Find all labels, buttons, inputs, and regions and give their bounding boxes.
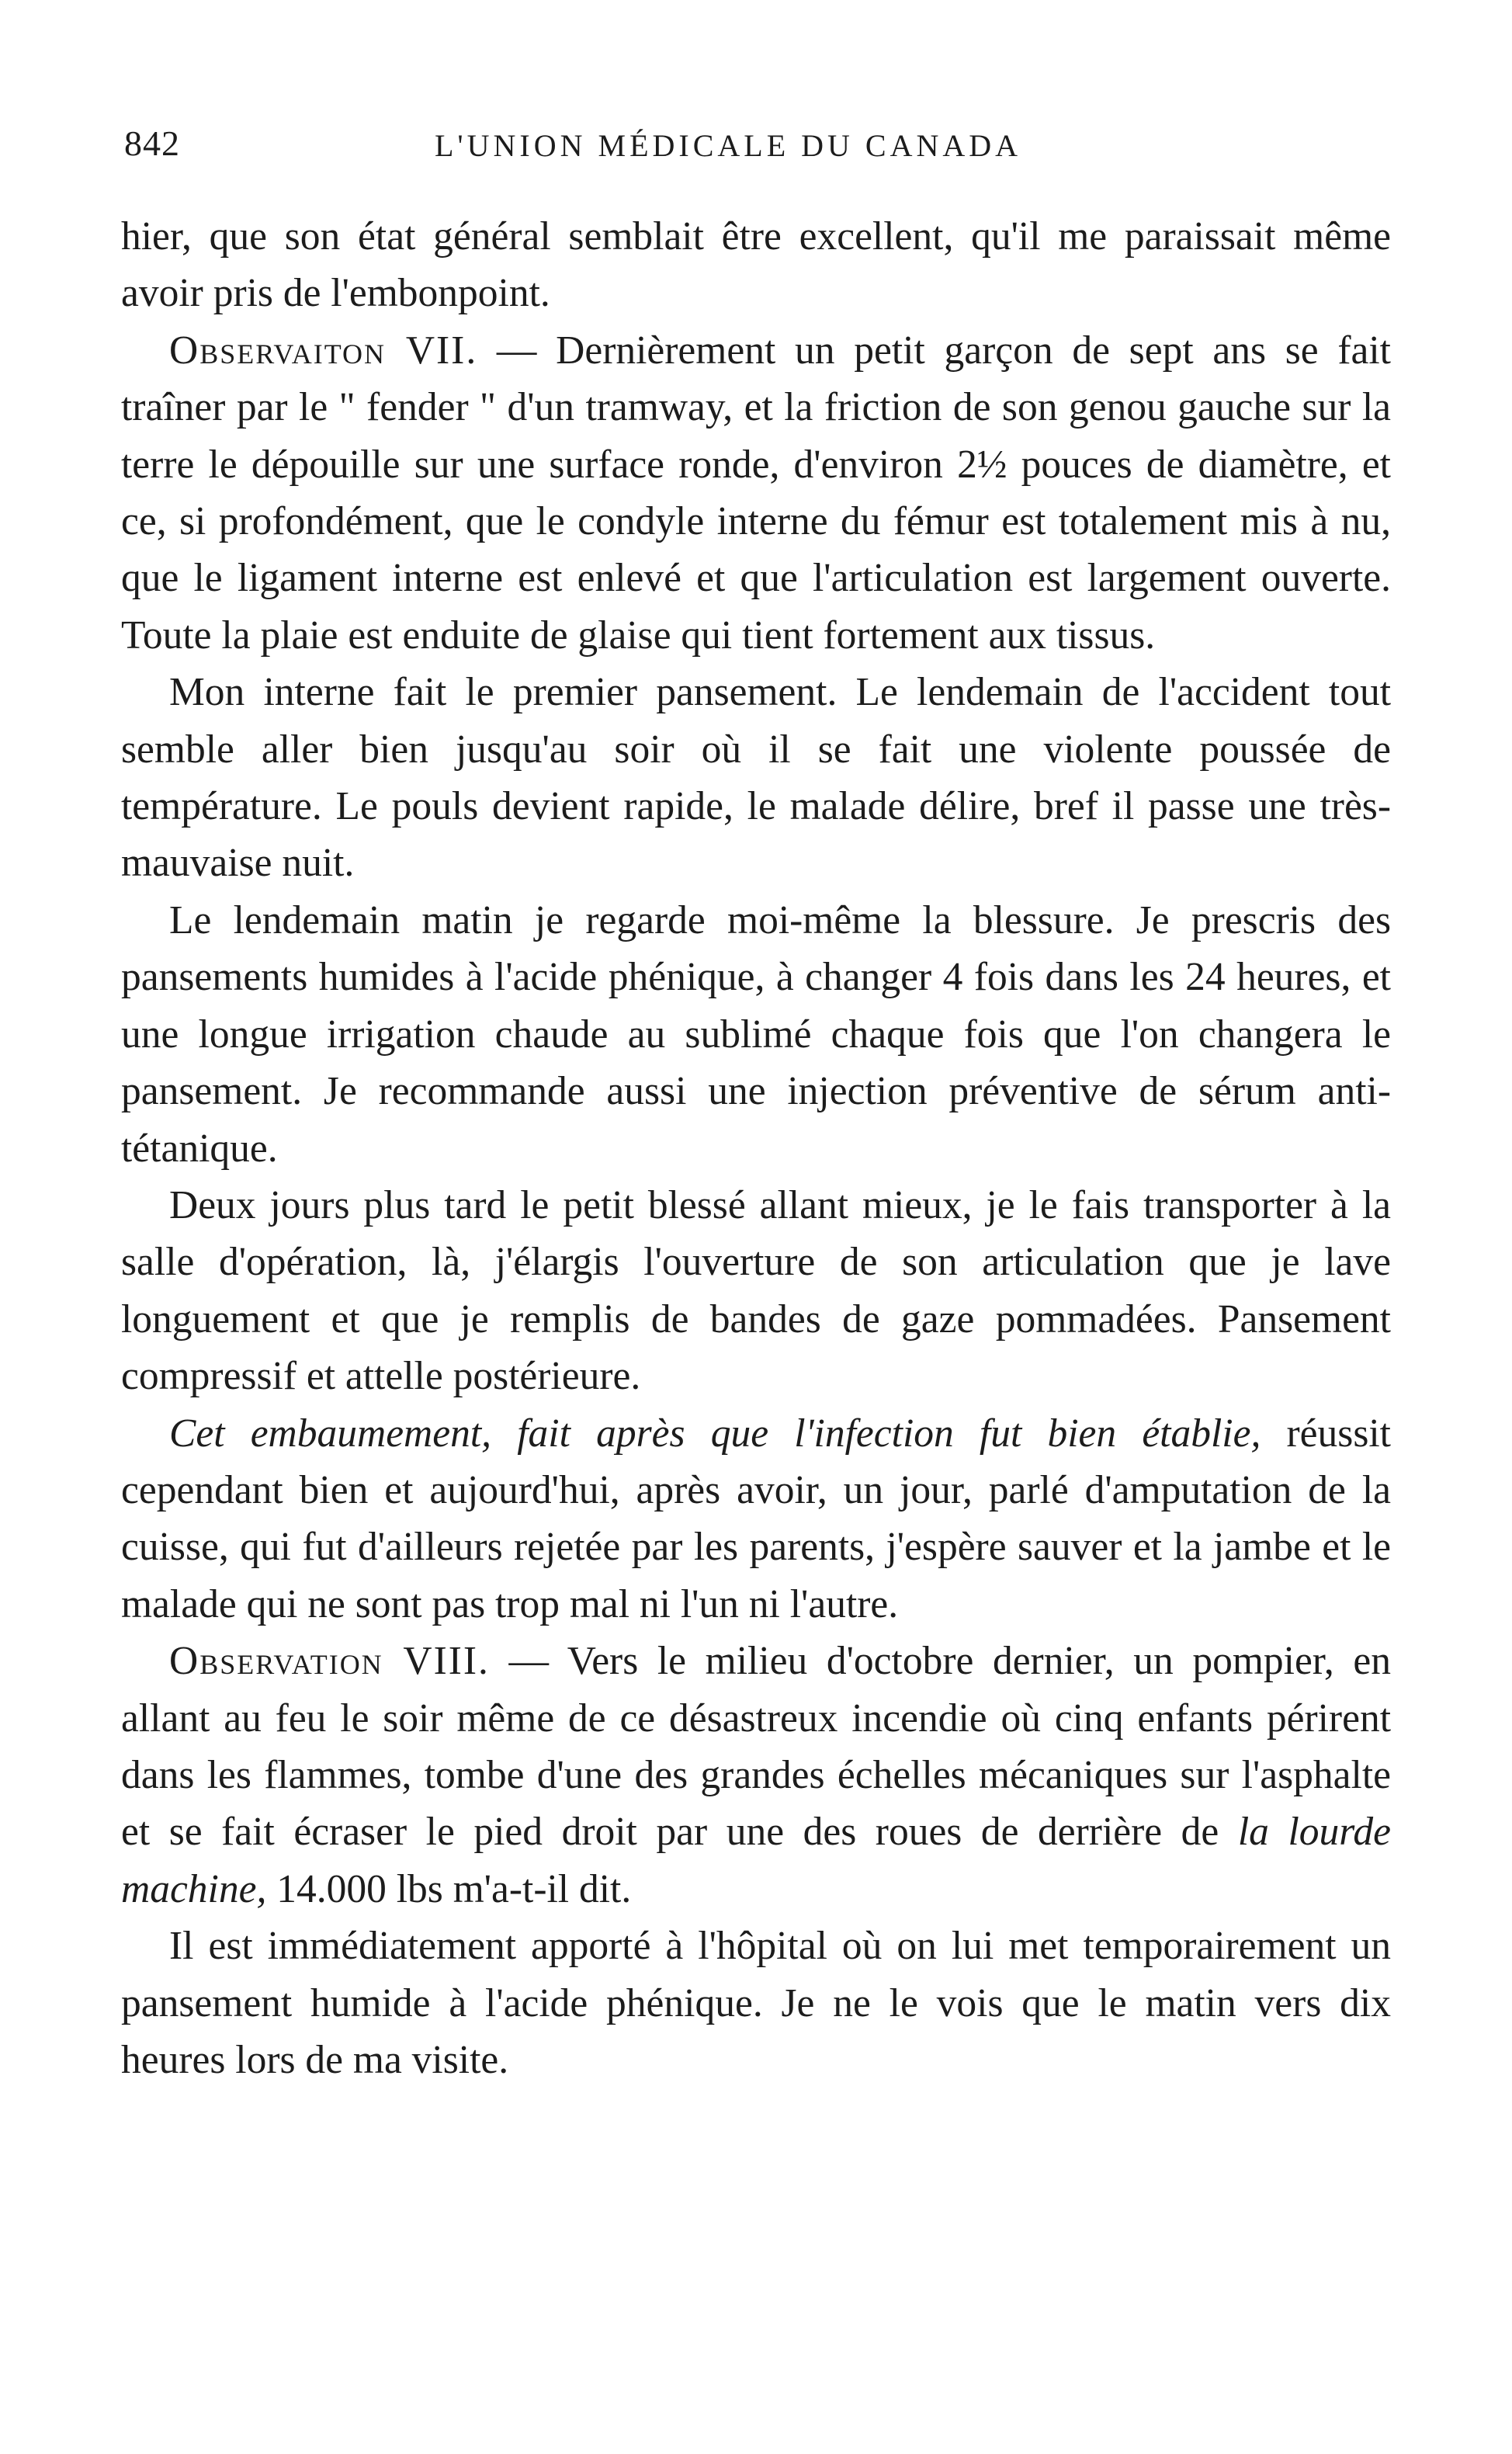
paragraph-operation: Deux jours plus tard le petit blessé allant mieux, je le fais transporter à la salle d'opération, là, j'élargis l'ouverture de son articulation que je lave longuement et que je remplis de bandes de gaze pommadées. Pansement compressif et attelle postérieure. [121,1182,1391,1399]
embalming-text: réussit cependant bien et aujourd'hui, après avoir, un jour, parlé d'amputation de la cuisse, qui fut d'ailleurs rejetée par les parents, j'espère sauver et la jambe et le malade qui ne sont pas trop mal ni l'un ni l'autre. [121,1411,1391,1626]
observation-vii-text: — Dernièrement un petit garçon de sept ans se fait traîner par le " fender " d'un tramway, et la friction de son genou gauche sur la terre le dépouille sur une surface ronde, d'environ 2½ pouces de diamètre, et ce, si profondément, que le condyle interne du fémur est totalement mis à nu, que le ligament interne est enlevé et que l'articulation est largement ouverte. Toute la plaie est enduite de glaise qui tient fortement aux tissus. [121,328,1391,658]
observation-vii-heading: Observaiton VII. [169,328,478,373]
paragraph-observation-vii [121,322,1391,664]
observation-viii-italic-phrase: la lourde machine, [121,1810,1391,1911]
observation-viii-text-b: 14.000 lbs m'a-t-il dit. [266,1866,632,1911]
paragraph-hospital: Il est immédiatement apporté à l'hôpital où on lui met temporairement un pansement humide à l'acide phénique. Je ne le vois que le matin vers dix heures lors de ma visite. [121,1924,1391,2082]
running-head: L'UNION MÉDICALE DU CANADA [435,128,1022,163]
page-header [124,123,1397,177]
paragraph-first-dressing: Mon interne fait le premier pansement. Le lendemain de l'accident tout semble aller bien jusqu'au soir où il se fait une violente poussée de température. Le pouls devient rapide, le malade délire, bref il passe une très-mauvaise nuit. [121,670,1391,886]
paragraph-next-morning: Le lendemain matin je regarde moi-même la blessure. Je prescris des pansements humides à l'acide phénique, à changer 4 fois dans les 24 heures, et une longue irrigation chaude au sublimé chaque fois que l'on changera le pansement. Je recommande aussi une injection préventive de sérum anti-tétanique. [121,897,1391,1171]
paragraph-embalming [121,1405,1391,1633]
observation-viii-text-a: — Vers le milieu d'octobre dernier, un pompier, en allant au feu le soir même de ce désastreux incendie où cinq enfants périrent dans les flammes, tombe d'une des grandes échelles mécaniques sur l'asphalte et se fait écraser le pied droit par une des roues de derrière de [121,1639,1392,1855]
embalming-italic-phrase: Cet embaumement, fait après que l'infection fut bien établie, [169,1411,1261,1456]
paragraph-continuation: hier, que son état général semblait être excellent, qu'il me paraissait même avoir pris de l'embonpoint. [121,214,1391,316]
body-text [121,208,1391,2088]
observation-viii-heading: Observation VIII. [169,1639,490,1684]
paragraph-observation-viii [121,1633,1391,1918]
page-number: 842 [124,123,180,163]
